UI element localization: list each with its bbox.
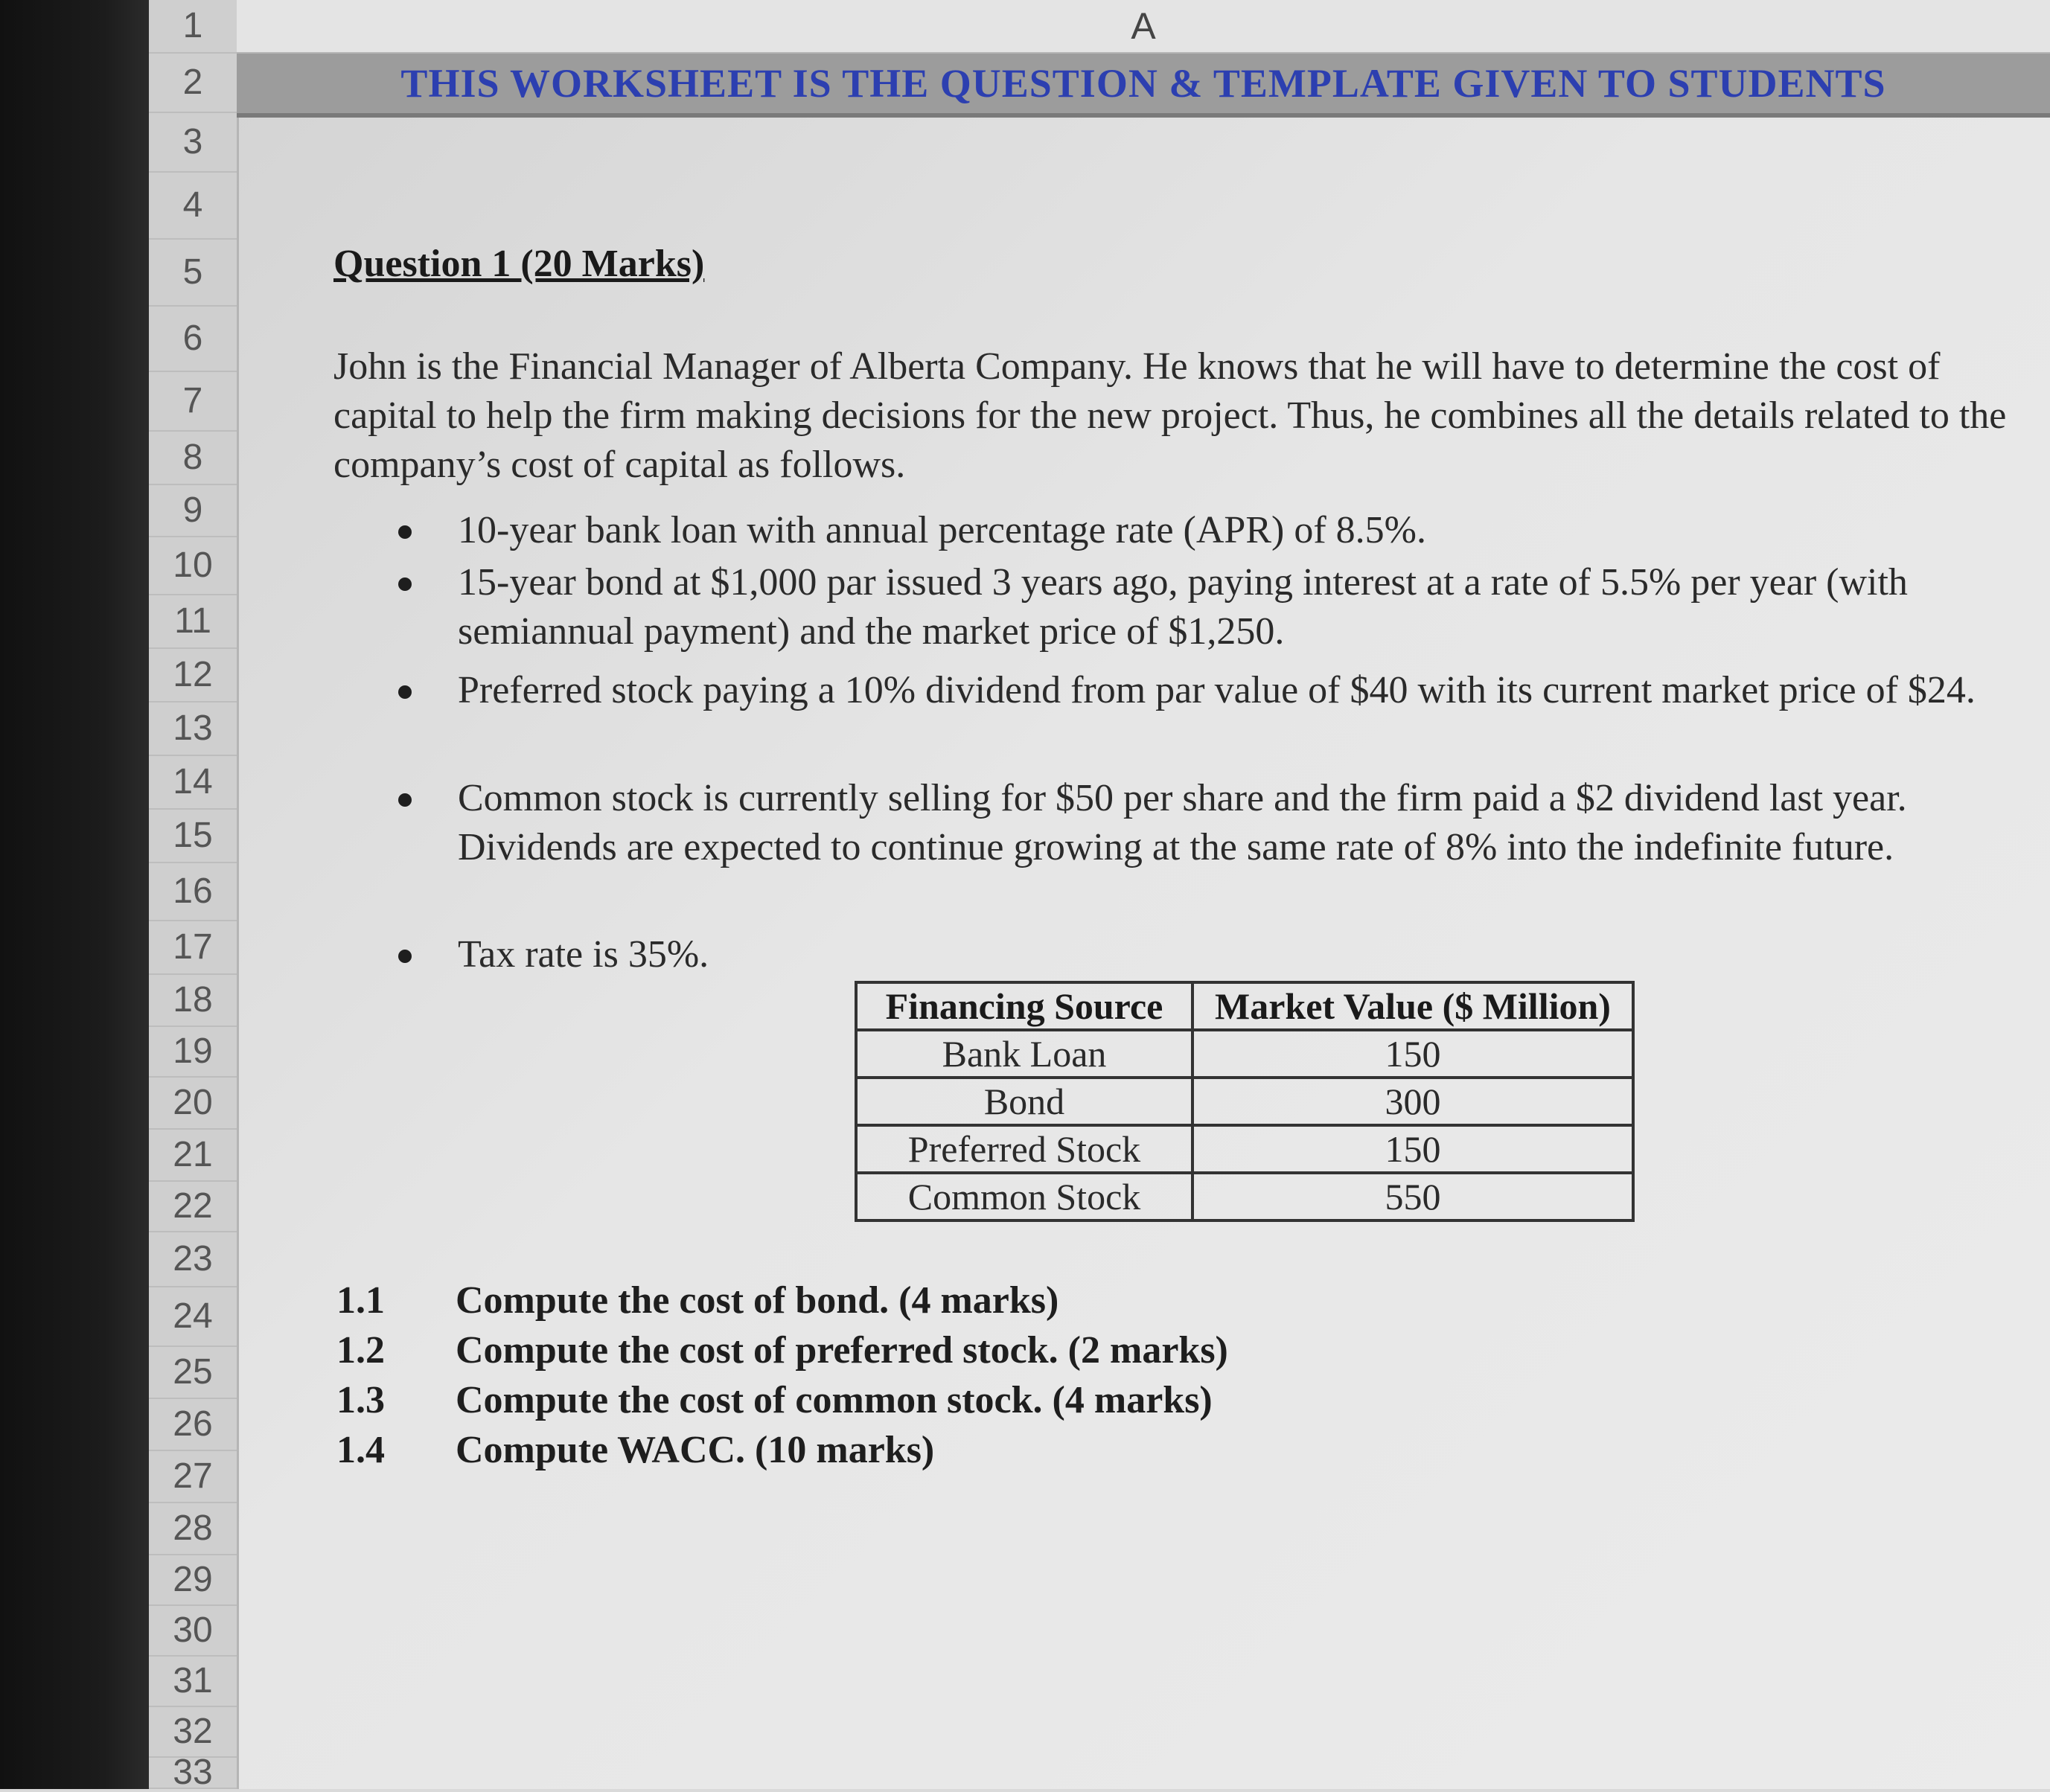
task-list: [336, 1279, 1751, 1478]
row-number[interactable]: 11: [149, 595, 237, 649]
bullet-icon: [398, 950, 412, 963]
task-item[interactable]: [336, 1279, 1751, 1328]
row-number[interactable]: 5: [149, 240, 237, 307]
row-number[interactable]: 24: [149, 1287, 237, 1347]
bullet-text: Common stock is currently selling for $50 per share and the firm paid a $2 dividend last year. Dividends are expected to continue growing at the same rate of 8% into the indefinite future.: [458, 777, 1907, 868]
task-text: Compute the cost of preferred stock. (2 marks): [456, 1329, 1228, 1372]
row-number[interactable]: 21: [149, 1130, 237, 1182]
task-number: 1.4: [336, 1429, 385, 1471]
table-cell[interactable]: Common Stock: [856, 1173, 1192, 1220]
row-number[interactable]: 27: [149, 1451, 237, 1503]
task-text: Compute the cost of common stock. (4 marks): [456, 1379, 1213, 1421]
table-cell[interactable]: 150: [1192, 1030, 1633, 1078]
financing-table: [855, 981, 1635, 1222]
list-item[interactable]: [391, 506, 1426, 555]
row-number[interactable]: 12: [149, 649, 237, 703]
question-title[interactable]: Question 1 (20 Marks): [333, 243, 705, 285]
bullet-icon: [398, 577, 412, 591]
list-item[interactable]: [391, 774, 2028, 872]
row-number[interactable]: 33: [149, 1758, 237, 1789]
task-number: 1.3: [336, 1379, 385, 1421]
bullet-text: Tax rate is 35%.: [458, 933, 709, 976]
row-number[interactable]: 30: [149, 1606, 237, 1657]
task-item[interactable]: [336, 1328, 1751, 1378]
bullet-text: Preferred stock paying a 10% dividend from par value of $40 with its current market price of $24.: [458, 669, 1976, 711]
list-item[interactable]: [391, 930, 709, 979]
header-market-value[interactable]: Market Value ($ Million): [1192, 982, 1633, 1030]
task-text: Compute WACC. (10 marks): [456, 1429, 935, 1471]
row-number[interactable]: 29: [149, 1555, 237, 1606]
spreadsheet-window: [149, 0, 2050, 1792]
row-number[interactable]: 17: [149, 921, 237, 975]
bullet-text: 10-year bank loan with annual percentage rate (APR) of 8.5%.: [458, 509, 1426, 551]
row-header-column: [149, 0, 239, 1792]
row-number[interactable]: 9: [149, 485, 237, 537]
row-number[interactable]: 6: [149, 307, 237, 372]
table-row: [856, 1078, 1633, 1125]
table-cell[interactable]: 550: [1192, 1173, 1633, 1220]
row-number[interactable]: 28: [149, 1503, 237, 1555]
row-number[interactable]: 32: [149, 1707, 237, 1758]
row-number[interactable]: 13: [149, 703, 237, 756]
row-number[interactable]: 10: [149, 537, 237, 595]
row-number[interactable]: 25: [149, 1347, 237, 1399]
row-number[interactable]: 23: [149, 1232, 237, 1287]
task-number: 1.2: [336, 1329, 385, 1372]
row-number[interactable]: 4: [149, 173, 237, 240]
table-row: [856, 1030, 1633, 1078]
task-item[interactable]: [336, 1428, 1751, 1478]
banner-text: THIS WORKSHEET IS THE QUESTION & TEMPLATE GIVEN TO STUDENTS: [400, 61, 1886, 106]
table-cell[interactable]: Bond: [856, 1078, 1192, 1125]
row-number[interactable]: 15: [149, 810, 237, 863]
bullet-icon: [398, 525, 412, 539]
table-cell[interactable]: Preferred Stock: [856, 1125, 1192, 1173]
monitor-bezel: [0, 0, 149, 1789]
table-row: [856, 1125, 1633, 1173]
bullet-icon: [398, 685, 412, 699]
row-number[interactable]: 2: [149, 54, 237, 113]
row-number[interactable]: 14: [149, 756, 237, 810]
row-number[interactable]: 8: [149, 432, 237, 485]
question-intro[interactable]: John is the Financial Manager of Alberta Company. He knows that he will have to determine the cost of capital to help the firm making decisions for the new project. Thus, he combines all the details related to the company’s cost of capital as follows.: [333, 345, 2007, 486]
bullet-icon: [398, 793, 412, 807]
worksheet-banner-cell[interactable]: [237, 54, 2050, 118]
row-number[interactable]: 19: [149, 1027, 237, 1078]
table-header-row: [856, 982, 1633, 1030]
list-item[interactable]: [391, 558, 2028, 656]
row-number[interactable]: 31: [149, 1657, 237, 1707]
header-financing-source[interactable]: Financing Source: [856, 982, 1192, 1030]
table-cell[interactable]: Bank Loan: [856, 1030, 1192, 1078]
bullet-text: 15-year bond at $1,000 par issued 3 years ago, paying interest at a rate of 5.5% per year (with semiannual payment) and the market price of $1,250.: [458, 561, 1908, 653]
task-number: 1.1: [336, 1279, 385, 1322]
task-text: Compute the cost of bond. (4 marks): [456, 1279, 1059, 1322]
table-row: [856, 1173, 1633, 1220]
row-number[interactable]: 16: [149, 863, 237, 921]
table-cell[interactable]: 150: [1192, 1125, 1633, 1173]
table-cell[interactable]: 300: [1192, 1078, 1633, 1125]
row-number[interactable]: 20: [149, 1078, 237, 1130]
task-item[interactable]: [336, 1378, 1751, 1428]
column-header-a[interactable]: A: [237, 0, 2050, 54]
row-number[interactable]: 18: [149, 975, 237, 1027]
row-number[interactable]: 3: [149, 113, 237, 173]
row-number[interactable]: 26: [149, 1399, 237, 1451]
list-item[interactable]: [391, 666, 2028, 715]
row-number[interactable]: 22: [149, 1182, 237, 1232]
row-number[interactable]: 7: [149, 372, 237, 432]
row-number[interactable]: 1: [149, 0, 237, 54]
